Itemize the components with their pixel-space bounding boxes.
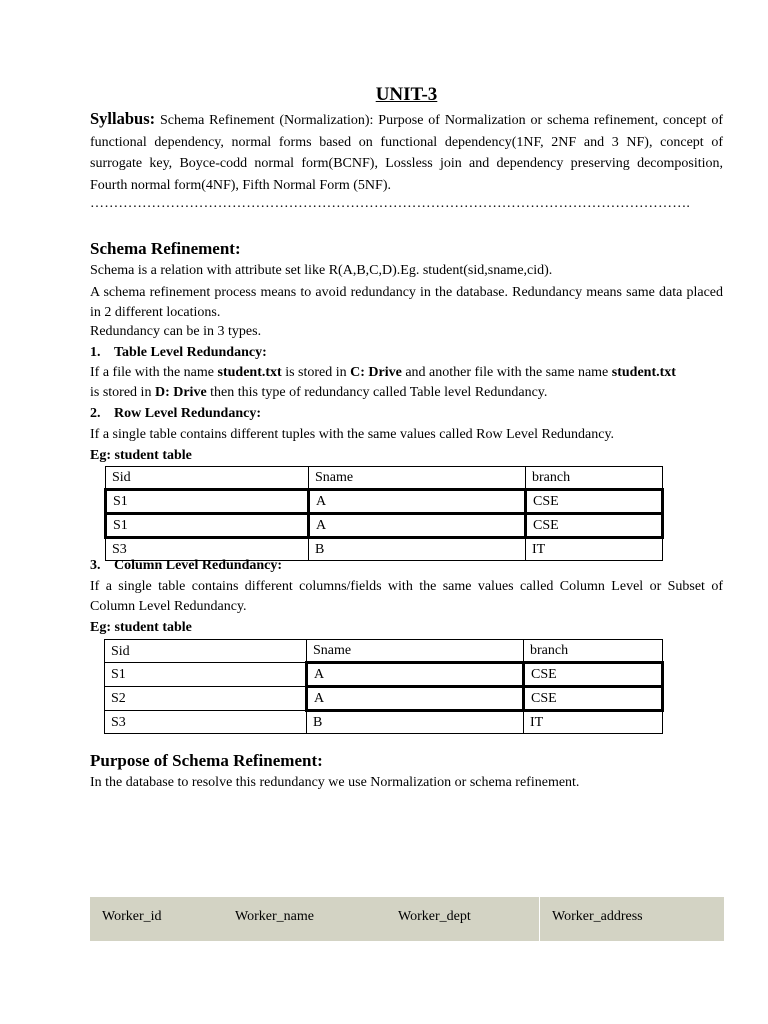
redundancy-types-text: Redundancy can be in 3 types. <box>90 324 262 339</box>
schema-refinement-description: A schema refinement process means to avoid redundancy in the database. Redundancy means same data placed in 2 different locations. <box>90 285 723 320</box>
column-level-description: If a single table contains different columns/fields with the same values called Column Level or Subset of Column Level Redundancy. <box>90 579 723 614</box>
table-row <box>105 663 663 687</box>
syllabus-text: Schema Refinement (Normalization): Purpose of Normalization or schema refinement, concept of functional dependency, normal forms based on functional dependency(1NF, 2NF and 3 NF), concept of surrogate key, Boyce-codd normal form(BCNF), Lossless join and dependency preserving decomposition, Fourth normal form(4NF), Fifth Normal Form (5NF). <box>90 113 723 193</box>
worker-header-cell: Worker_address <box>552 909 643 924</box>
table-header-row <box>105 640 663 663</box>
dotted-divider: ………………………………………………………………………………………………………………. <box>90 196 691 211</box>
table-cell: IT <box>524 711 663 734</box>
tl-text-5: then this type of redundancy called Table level Redundancy. <box>206 385 548 400</box>
table-cell: CSE <box>524 687 663 711</box>
table-cell: S2 <box>105 687 307 711</box>
header-cell: Sid <box>105 640 307 663</box>
syllabus-paragraph <box>90 108 723 196</box>
table-cell: S1 <box>106 514 309 538</box>
table-cell: S1 <box>106 490 309 514</box>
column-level-table <box>104 639 664 734</box>
table-row <box>105 711 663 734</box>
table-cell: CSE <box>526 490 663 514</box>
tl-text-1: If a file with the name <box>90 365 218 380</box>
row-level-table <box>104 466 664 561</box>
column-level-title: Column Level Redundancy: <box>114 558 283 573</box>
row-level-example-label: Eg: student table <box>90 448 192 463</box>
unit-title: UNIT-3 <box>375 84 438 105</box>
worker-header-cell: Worker_name <box>235 909 314 924</box>
table-cell: S3 <box>106 538 309 561</box>
row-level-heading <box>90 404 723 424</box>
column-divider <box>539 897 540 941</box>
tl-text-2: is stored in <box>281 365 351 380</box>
row-level-number: 2. <box>90 406 101 421</box>
purpose-text: In the database to resolve this redundancy we use Normalization or schema refinement. <box>90 775 580 790</box>
purpose-heading: Purpose of Schema Refinement: <box>90 751 323 770</box>
table-row <box>106 514 663 538</box>
table-cell: CSE <box>524 663 663 687</box>
column-level-number: 3. <box>90 558 101 573</box>
table-cell: A <box>307 687 524 711</box>
table-cell: S1 <box>105 663 307 687</box>
table-level-title: Table Level Redundancy: <box>114 345 267 360</box>
table-level-number: 1. <box>90 345 101 360</box>
table-cell: B <box>307 711 524 734</box>
table-cell: B <box>309 538 526 561</box>
table-cell: A <box>307 663 524 687</box>
table-row <box>105 687 663 711</box>
syllabus-label: Syllabus: <box>90 109 156 128</box>
worker-header-cell: Worker_id <box>102 909 162 924</box>
header-cell: branch <box>524 640 663 663</box>
tl-text-3: and another file with the same name <box>401 365 612 380</box>
row-level-title: Row Level Redundancy: <box>114 406 262 421</box>
tl-text-4: is stored in <box>90 385 155 400</box>
table-cell: A <box>309 514 526 538</box>
table-header-row <box>106 467 663 490</box>
tl-bold-4: D: Drive <box>154 385 207 400</box>
tl-bold-2: C: Drive <box>350 365 402 380</box>
header-cell: Sname <box>307 640 524 663</box>
header-cell: branch <box>526 467 663 490</box>
table-row <box>106 490 663 514</box>
table-level-heading <box>90 343 723 363</box>
schema-refinement-heading: Schema Refinement: <box>90 239 241 258</box>
table-cell: IT <box>526 538 663 561</box>
row-level-description: If a single table contains different tuples with the same values called Row Level Redundancy. <box>90 427 615 442</box>
worker-table-header <box>90 897 724 941</box>
worker-header-cell: Worker_dept <box>398 909 471 924</box>
table-level-description <box>90 363 723 403</box>
tl-bold-1: student.txt <box>217 365 282 380</box>
table-cell: A <box>309 490 526 514</box>
header-cell: Sname <box>309 467 526 490</box>
column-level-heading <box>90 556 723 576</box>
table-cell: CSE <box>526 514 663 538</box>
header-cell: Sid <box>106 467 309 490</box>
schema-definition-text: Schema is a relation with attribute set like R(A,B,C,D).Eg. student(sid,sname,cid). <box>90 263 553 278</box>
tl-bold-3: student.txt <box>611 365 676 380</box>
table-cell: S3 <box>105 711 307 734</box>
column-level-example-label: Eg: student table <box>90 620 192 635</box>
